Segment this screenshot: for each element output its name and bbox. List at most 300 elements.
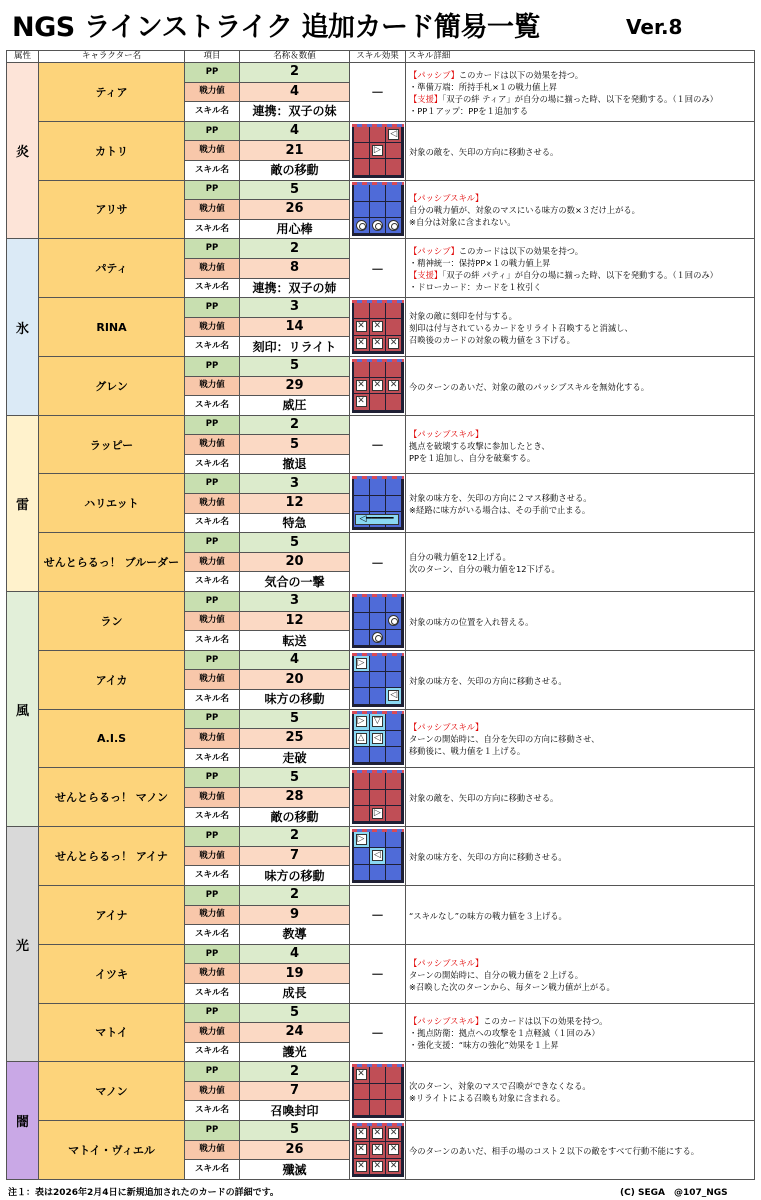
skill-detail bbox=[406, 180, 755, 239]
grid-cell bbox=[386, 394, 401, 409]
detail-text: ターンの開始時に、自分の戦力値を２上げる。 bbox=[409, 969, 584, 980]
header-char: キャラクター名 bbox=[39, 51, 185, 63]
label-skill: スキル名 bbox=[185, 513, 240, 533]
footer-note: 注１：表は2026年2月4日に新規追加されたのカードの詳細です。 bbox=[8, 1188, 279, 1198]
detail-text: 【パッシブスキル】 bbox=[409, 428, 484, 439]
card-row-pp bbox=[7, 1003, 755, 1023]
label-cp: 戦力値 bbox=[185, 376, 240, 396]
grid-mark-icon: ✕ bbox=[357, 396, 365, 407]
detail-text: 【パッシブスキル】 bbox=[409, 1016, 484, 1027]
page-title: NGS ラインストライク 追加カード簡易一覧 bbox=[12, 12, 541, 43]
value-cp: 26 bbox=[240, 1140, 350, 1160]
detail-text: 次のターン、自分の戦力値を12下げる。 bbox=[409, 564, 560, 575]
skill-grid-icon bbox=[352, 770, 404, 824]
detail-text: ※経路に味方がいる場合は、その手前で止まる。 bbox=[409, 505, 591, 516]
grid-cell bbox=[354, 731, 369, 746]
value-skill: 召喚封印 bbox=[240, 1101, 350, 1121]
skill-effect bbox=[350, 63, 406, 122]
value-skill: 成長 bbox=[240, 983, 350, 1003]
grid-cell bbox=[386, 1084, 401, 1099]
grid-mark-icon: ✕ bbox=[389, 1127, 398, 1138]
grid-cell bbox=[386, 202, 401, 217]
detail-text: このカードは以下の効果を持つ。 bbox=[458, 69, 583, 80]
grid-cell bbox=[386, 613, 401, 628]
grid-mark-icon: ✕ bbox=[357, 1127, 365, 1138]
label-skill: スキル名 bbox=[185, 807, 240, 827]
label-pp: PP bbox=[185, 709, 240, 729]
card-rows bbox=[7, 63, 755, 1180]
grid-cell bbox=[354, 597, 369, 612]
grid-cell bbox=[354, 1159, 369, 1174]
label-skill: スキル名 bbox=[185, 572, 240, 592]
card-row-pp bbox=[7, 827, 755, 847]
label-cp: 戦力値 bbox=[185, 552, 240, 572]
detail-line bbox=[409, 245, 754, 257]
grid-cell bbox=[354, 202, 369, 217]
value-skill: 殲滅 bbox=[240, 1160, 350, 1180]
label-pp: PP bbox=[185, 1121, 240, 1141]
footer-credit: (C) SEGA @107_NGS bbox=[620, 1188, 728, 1198]
label-skill: スキル名 bbox=[185, 219, 240, 239]
label-pp: PP bbox=[185, 944, 240, 964]
detail-text: 対象の敵を、矢印の方向に移動させる。 bbox=[409, 146, 559, 157]
value-cp: 9 bbox=[240, 905, 350, 925]
grid-cell bbox=[354, 159, 369, 174]
grid-cell bbox=[354, 1067, 369, 1082]
detail-line bbox=[409, 310, 754, 322]
detail-text: 対象の味方を、矢印の方向に移動させる。 bbox=[409, 852, 567, 863]
grid-cell bbox=[386, 159, 401, 174]
detail-line bbox=[409, 93, 754, 105]
detail-text: ターンの開始時に、自分を矢印の方向に移動させ、 bbox=[409, 734, 600, 745]
value-pp: 2 bbox=[240, 239, 350, 259]
card-row-pp bbox=[7, 885, 755, 905]
grid-cell bbox=[386, 790, 401, 805]
card-row-pp bbox=[7, 239, 755, 259]
character-name: アリサ bbox=[39, 180, 185, 239]
label-skill: スキル名 bbox=[185, 1101, 240, 1121]
detail-line bbox=[409, 675, 754, 687]
value-pp: 2 bbox=[240, 885, 350, 905]
card-row-pp bbox=[7, 533, 755, 553]
label-skill: スキル名 bbox=[185, 1042, 240, 1062]
skill-detail bbox=[406, 1062, 755, 1121]
label-pp: PP bbox=[185, 474, 240, 494]
detail-text: 自分の戦力値が、対象のマスにいる味方の数×３だけ上がる。 bbox=[409, 205, 640, 216]
skill-effect bbox=[350, 1003, 406, 1062]
grid-cell bbox=[370, 1100, 385, 1115]
value-skill: 転送 bbox=[240, 631, 350, 651]
attribute-label: 炎 bbox=[7, 63, 39, 239]
grid-cell bbox=[354, 496, 369, 511]
label-cp: 戦力値 bbox=[185, 435, 240, 455]
grid-cell bbox=[370, 688, 385, 703]
grid-cell bbox=[354, 832, 369, 847]
skill-effect bbox=[350, 827, 406, 886]
grid-cell bbox=[386, 319, 401, 334]
detail-line bbox=[409, 551, 754, 563]
skill-effect bbox=[350, 709, 406, 768]
grid-mark-icon: ✕ bbox=[357, 321, 365, 332]
label-pp: PP bbox=[185, 650, 240, 670]
grid-cell bbox=[386, 714, 401, 729]
value-skill: 敵の移動 bbox=[240, 807, 350, 827]
detail-line bbox=[409, 216, 754, 228]
detail-line bbox=[409, 146, 754, 158]
detail-line bbox=[409, 334, 754, 346]
grid-mark-icon: ✕ bbox=[373, 321, 382, 332]
grid-cell bbox=[386, 362, 401, 377]
label-cp: 戦力値 bbox=[185, 82, 240, 102]
label-skill: スキル名 bbox=[185, 454, 240, 474]
grid-cell bbox=[354, 362, 369, 377]
detail-text: 【支援】 bbox=[409, 270, 443, 281]
label-pp: PP bbox=[185, 592, 240, 612]
grid-mark-icon: ✕ bbox=[373, 1144, 382, 1155]
label-cp: 戦力値 bbox=[185, 141, 240, 161]
grid-mark-icon: ✕ bbox=[373, 380, 382, 391]
value-pp: 3 bbox=[240, 592, 350, 612]
grid-cells bbox=[354, 127, 402, 175]
grid-cell bbox=[370, 394, 385, 409]
grid-mark-icon: ✕ bbox=[357, 1144, 365, 1155]
header-name-val: 名称＆数値 bbox=[240, 51, 350, 63]
detail-line bbox=[409, 957, 754, 969]
character-name: せんとらるっ！ アイナ bbox=[39, 827, 185, 886]
grid-cell bbox=[370, 672, 385, 687]
detail-text: このカードは以下の効果を持つ。 bbox=[483, 1016, 608, 1027]
character-name: アイナ bbox=[39, 885, 185, 944]
label-skill: スキル名 bbox=[185, 396, 240, 416]
detail-text: 対象の味方を、矢印の方向に２マス移動させる。 bbox=[409, 493, 592, 504]
skill-detail bbox=[406, 239, 755, 298]
grid-cell bbox=[354, 479, 369, 494]
grid-cell bbox=[370, 303, 385, 318]
grid-cell bbox=[354, 656, 369, 671]
card-row-pp bbox=[7, 474, 755, 494]
header-detail: スキル詳細 bbox=[406, 51, 755, 63]
value-pp: 5 bbox=[240, 1003, 350, 1023]
card-row-pp bbox=[7, 298, 755, 318]
attribute-label: 光 bbox=[7, 827, 39, 1062]
label-pp: PP bbox=[185, 885, 240, 905]
character-name: カトリ bbox=[39, 121, 185, 180]
grid-cell bbox=[386, 1067, 401, 1082]
attribute-label: 闇 bbox=[7, 1062, 39, 1180]
character-name: せんとらるっ！ マノン bbox=[39, 768, 185, 827]
grid-mark-icon: ◁ bbox=[388, 690, 399, 701]
detail-text: 【パッシブ】 bbox=[409, 246, 459, 257]
detail-line bbox=[409, 428, 754, 440]
grid-cell bbox=[386, 143, 401, 158]
grid-cell bbox=[386, 656, 401, 671]
value-skill: 敵の移動 bbox=[240, 160, 350, 180]
grid-mark-icon: ✕ bbox=[389, 337, 398, 348]
value-skill: 撤退 bbox=[240, 454, 350, 474]
character-name: ラッピー bbox=[39, 415, 185, 474]
label-cp: 戦力値 bbox=[185, 258, 240, 278]
skill-effect bbox=[350, 121, 406, 180]
title-bar bbox=[0, 0, 761, 48]
grid-mark-icon: ▷ bbox=[356, 716, 367, 727]
value-cp: 24 bbox=[240, 1023, 350, 1043]
skill-grid-icon bbox=[352, 1123, 404, 1177]
grid-cell bbox=[386, 597, 401, 612]
grid-cell bbox=[370, 747, 385, 762]
grid-cell bbox=[354, 865, 369, 880]
value-pp: 5 bbox=[240, 709, 350, 729]
value-skill: 特急 bbox=[240, 513, 350, 533]
grid-cell bbox=[370, 865, 385, 880]
card-row-pp bbox=[7, 592, 755, 612]
skill-detail bbox=[406, 827, 755, 886]
grid-cells bbox=[354, 597, 402, 645]
detail-line bbox=[409, 1080, 754, 1092]
grid-cell bbox=[370, 790, 385, 805]
version-label: Ver.8 bbox=[626, 15, 683, 39]
detail-text: ※召喚した次のターンから、毎ターン戦力値が上がる。 bbox=[409, 981, 615, 992]
detail-line bbox=[409, 616, 754, 628]
move-arrow-icon: ◁━━━━━ bbox=[355, 514, 399, 525]
skill-detail bbox=[406, 592, 755, 651]
skill-detail bbox=[406, 768, 755, 827]
skill-detail bbox=[406, 885, 755, 944]
character-name: イツキ bbox=[39, 944, 185, 1003]
detail-line bbox=[409, 204, 754, 216]
grid-mark-icon: ✕ bbox=[357, 1069, 365, 1080]
grid-mark-icon: ✕ bbox=[389, 1144, 398, 1155]
value-pp: 5 bbox=[240, 533, 350, 553]
detail-text: ・精神統一：保持PP×１の戦力値上昇 bbox=[409, 258, 551, 269]
card-row-pp bbox=[7, 1062, 755, 1082]
grid-cell bbox=[370, 479, 385, 494]
no-effect-dash: － bbox=[370, 262, 384, 278]
grid-cell bbox=[386, 1126, 401, 1141]
card-row-pp bbox=[7, 63, 755, 83]
label-pp: PP bbox=[185, 415, 240, 435]
grid-cell bbox=[354, 747, 369, 762]
grid-cells bbox=[354, 773, 402, 821]
grid-mark-icon: ✕ bbox=[373, 337, 382, 348]
label-pp: PP bbox=[185, 298, 240, 318]
grid-cell bbox=[370, 773, 385, 788]
grid-cell bbox=[386, 773, 401, 788]
grid-cell bbox=[370, 1142, 385, 1157]
detail-line bbox=[409, 792, 754, 804]
detail-line bbox=[409, 733, 754, 745]
label-cp: 戦力値 bbox=[185, 1140, 240, 1160]
header-effect: スキル効果 bbox=[350, 51, 406, 63]
value-pp: 4 bbox=[240, 121, 350, 141]
grid-cell bbox=[354, 1100, 369, 1115]
character-name: A.I.S bbox=[39, 709, 185, 768]
grid-cell bbox=[386, 336, 401, 351]
card-table bbox=[6, 50, 755, 1180]
grid-cell bbox=[370, 218, 385, 233]
detail-text: 【支援】 bbox=[409, 93, 443, 104]
grid-cell bbox=[354, 630, 369, 645]
detail-text: 移動後に、戦力値を１上げる。 bbox=[409, 746, 526, 757]
label-cp: 戦力値 bbox=[185, 1081, 240, 1101]
detail-text: PPを１追加し、自分を破棄する。 bbox=[409, 452, 536, 463]
skill-grid-icon bbox=[352, 711, 404, 765]
label-pp: PP bbox=[185, 121, 240, 141]
no-effect-dash: － bbox=[370, 439, 384, 455]
value-cp: 21 bbox=[240, 141, 350, 161]
skill-effect bbox=[350, 239, 406, 298]
card-row-pp bbox=[7, 121, 755, 141]
detail-text: 対象の味方を、矢印の方向に移動させる。 bbox=[409, 675, 567, 686]
value-skill: 気合の一撃 bbox=[240, 572, 350, 592]
detail-text: “スキルなし”の味方の戦力値を３上げる。 bbox=[409, 910, 567, 921]
label-pp: PP bbox=[185, 239, 240, 259]
card-row-pp bbox=[7, 415, 755, 435]
character-name: マトイ・ヴィエル bbox=[39, 1121, 185, 1180]
skill-detail bbox=[406, 709, 755, 768]
value-skill: 味方の移動 bbox=[240, 690, 350, 710]
label-skill: スキル名 bbox=[185, 102, 240, 122]
detail-text: ※自分は対象に含まれない。 bbox=[409, 217, 516, 228]
detail-line bbox=[409, 563, 754, 575]
target-ring-icon bbox=[356, 220, 367, 231]
grid-cell bbox=[354, 848, 369, 863]
character-name: RINA bbox=[39, 298, 185, 357]
detail-text: 拠点を破壊する攻撃に参加したとき、 bbox=[409, 440, 550, 451]
label-pp: PP bbox=[185, 827, 240, 847]
character-name: マトイ bbox=[39, 1003, 185, 1062]
value-cp: 5 bbox=[240, 435, 350, 455]
value-cp: 26 bbox=[240, 200, 350, 220]
target-ring-icon bbox=[372, 220, 383, 231]
grid-cells bbox=[354, 362, 402, 410]
value-pp: 2 bbox=[240, 63, 350, 83]
label-cp: 戦力値 bbox=[185, 905, 240, 925]
value-skill: 味方の移動 bbox=[240, 866, 350, 886]
grid-mark-icon: ✕ bbox=[357, 1160, 365, 1171]
grid-cell bbox=[354, 143, 369, 158]
value-cp: 12 bbox=[240, 494, 350, 514]
grid-cells bbox=[354, 1067, 402, 1115]
skill-effect bbox=[350, 768, 406, 827]
skill-detail bbox=[406, 944, 755, 1003]
detail-text: 対象の敵を、矢印の方向に移動させる。 bbox=[409, 793, 559, 804]
value-pp: 5 bbox=[240, 180, 350, 200]
grid-cell bbox=[386, 731, 401, 746]
label-pp: PP bbox=[185, 768, 240, 788]
label-pp: PP bbox=[185, 180, 240, 200]
grid-cell bbox=[386, 1142, 401, 1157]
character-name: ハリエット bbox=[39, 474, 185, 533]
detail-text: ・ドローカード：カードを１枚引く bbox=[409, 282, 542, 293]
attribute-label: 雷 bbox=[7, 415, 39, 591]
grid-cell bbox=[354, 688, 369, 703]
grid-cell bbox=[370, 630, 385, 645]
grid-mark-icon: ▷ bbox=[356, 658, 367, 669]
value-cp: 25 bbox=[240, 729, 350, 749]
attribute-label: 風 bbox=[7, 592, 39, 827]
skill-detail bbox=[406, 650, 755, 709]
value-skill: 護光 bbox=[240, 1042, 350, 1062]
skill-grid-icon bbox=[352, 300, 404, 354]
label-cp: 戦力値 bbox=[185, 729, 240, 749]
target-ring-icon bbox=[388, 615, 399, 626]
value-cp: 4 bbox=[240, 82, 350, 102]
grid-cell bbox=[370, 159, 385, 174]
attribute-label: 氷 bbox=[7, 239, 39, 415]
detail-line bbox=[409, 1092, 754, 1104]
grid-cell bbox=[386, 1100, 401, 1115]
grid-cells bbox=[354, 1126, 402, 1174]
grid-mark-icon: ✕ bbox=[389, 380, 398, 391]
skill-effect bbox=[350, 1121, 406, 1180]
value-cp: 7 bbox=[240, 1081, 350, 1101]
grid-cell bbox=[354, 1126, 369, 1141]
grid-mark-icon: ▽ bbox=[372, 716, 383, 727]
label-skill: スキル名 bbox=[185, 983, 240, 1003]
skill-detail bbox=[406, 1121, 755, 1180]
detail-text: 【パッシブ】 bbox=[409, 69, 459, 80]
label-skill: スキル名 bbox=[185, 631, 240, 651]
value-cp: 28 bbox=[240, 787, 350, 807]
value-pp: 3 bbox=[240, 298, 350, 318]
grid-cell bbox=[370, 319, 385, 334]
value-pp: 3 bbox=[240, 474, 350, 494]
label-skill: スキル名 bbox=[185, 866, 240, 886]
grid-cell bbox=[354, 773, 369, 788]
detail-text: ・PP１アップ：PPを１追加する bbox=[409, 105, 528, 116]
detail-line bbox=[409, 721, 754, 733]
label-skill: スキル名 bbox=[185, 160, 240, 180]
card-row-pp bbox=[7, 768, 755, 788]
grid-cell bbox=[354, 1084, 369, 1099]
detail-line bbox=[409, 69, 754, 81]
detail-text: 「双子の絆 ティア」が自分の場に揃った時、以下を発動する。（１回のみ） bbox=[442, 93, 718, 104]
grid-mark-icon: ✕ bbox=[357, 380, 365, 391]
skill-effect bbox=[350, 533, 406, 592]
skill-detail bbox=[406, 298, 755, 357]
grid-cell bbox=[370, 714, 385, 729]
card-row-pp bbox=[7, 944, 755, 964]
grid-cell bbox=[386, 303, 401, 318]
grid-cells bbox=[354, 832, 402, 880]
no-effect-dash: － bbox=[370, 968, 384, 984]
value-cp: 20 bbox=[240, 670, 350, 690]
value-pp: 4 bbox=[240, 650, 350, 670]
skill-effect bbox=[350, 944, 406, 1003]
grid-mark-icon: ◁ bbox=[372, 850, 383, 861]
label-skill: スキル名 bbox=[185, 690, 240, 710]
value-pp: 4 bbox=[240, 944, 350, 964]
skill-effect bbox=[350, 298, 406, 357]
no-effect-dash: － bbox=[370, 556, 384, 572]
grid-cell bbox=[370, 1159, 385, 1174]
grid-cell bbox=[354, 319, 369, 334]
header-row bbox=[7, 51, 755, 63]
grid-cell bbox=[370, 185, 385, 200]
grid-cell bbox=[370, 731, 385, 746]
value-skill: 連携：双子の妹 bbox=[240, 102, 350, 122]
label-cp: 戦力値 bbox=[185, 317, 240, 337]
grid-cell bbox=[386, 747, 401, 762]
value-skill: 走破 bbox=[240, 748, 350, 768]
target-ring-icon bbox=[372, 632, 383, 643]
header-attr: 属性 bbox=[7, 51, 39, 63]
grid-cell bbox=[386, 865, 401, 880]
value-cp: 12 bbox=[240, 611, 350, 631]
grid-cell bbox=[386, 185, 401, 200]
skill-effect bbox=[350, 180, 406, 239]
skill-grid-icon bbox=[352, 182, 404, 236]
